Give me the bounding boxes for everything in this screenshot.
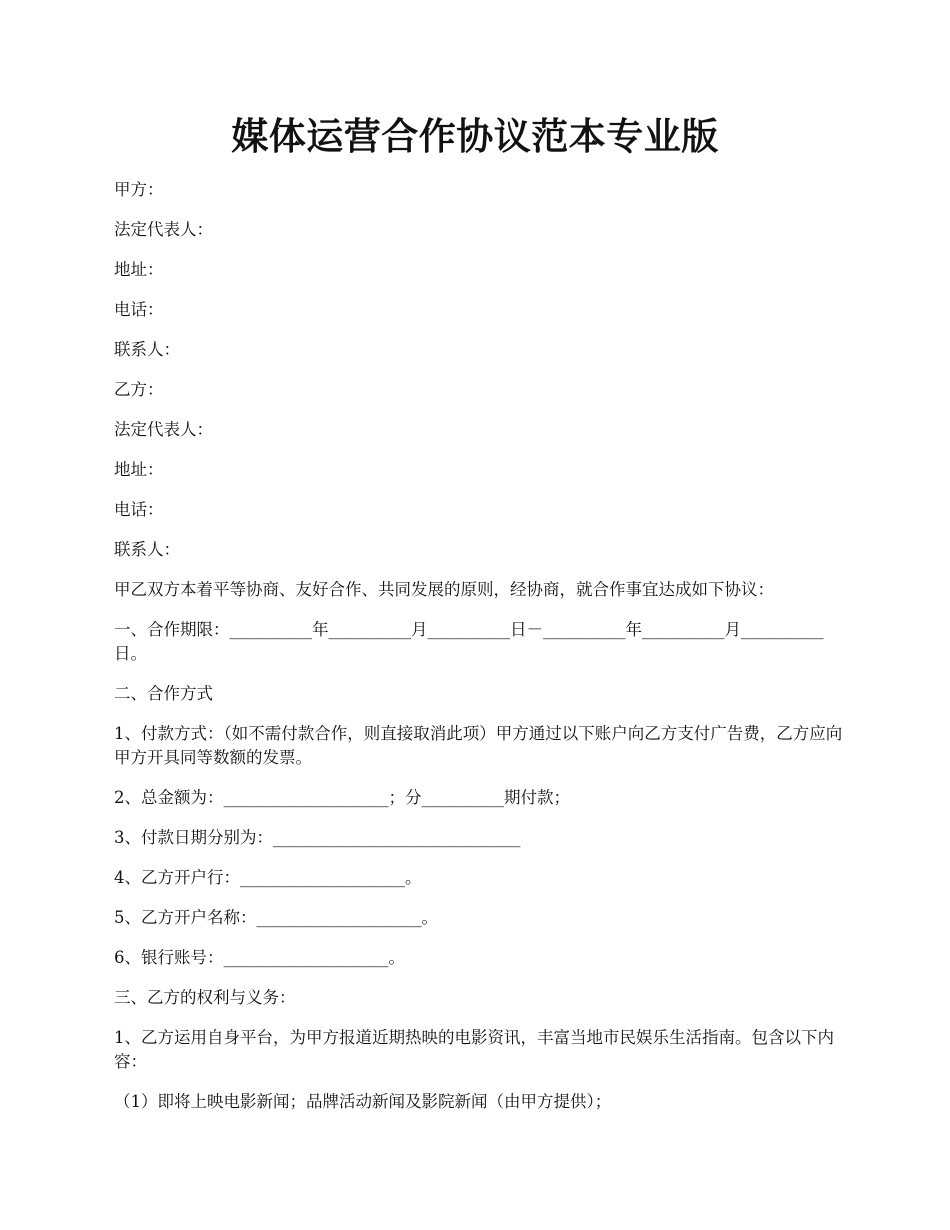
section-2-item-account-number: 6、银行账号：____________________。	[114, 948, 405, 967]
party-a-rep-label: 法定代表人：	[114, 220, 213, 239]
section-3-subitem-1: （1）即将上映电影新闻；品牌活动新闻及影院新闻（由甲方提供）；	[114, 1092, 612, 1111]
section-2-item-total-amount: 2、总金额为：____________________；分__________期付款；	[114, 788, 570, 807]
party-b-address-label: 地址：	[114, 460, 164, 479]
party-a-address-label: 地址：	[114, 260, 164, 279]
section-3-heading: 三、乙方的权利与义务：	[114, 988, 296, 1007]
party-b-phone-label: 电话：	[114, 500, 164, 519]
document-title: 媒体运营合作协议范本专业版	[231, 114, 719, 158]
section-2-heading: 二、合作方式	[114, 684, 213, 703]
section-2-item-bank: 4、乙方开户行：____________________。	[114, 868, 422, 887]
party-a-phone-label: 电话：	[114, 300, 164, 319]
party-b-name-label: 乙方：	[114, 380, 164, 399]
preamble-paragraph: 甲乙双方本着平等协商、友好合作、共同发展的原则，经协商，就合作事宜达成如下协议：	[114, 580, 774, 599]
party-b-contact-label: 联系人：	[114, 540, 180, 559]
document-body	[114, 178, 854, 1130]
party-b-rep-label: 法定代表人：	[114, 420, 213, 439]
section-2-item-payment-dates: 3、付款日期分别为：______________________________	[114, 828, 521, 847]
section-3-item-1: 1、乙方运用自身平台，为甲方报道近期热映的电影资讯，丰富当地市民娱乐生活指南。包含以下内容：	[114, 1028, 834, 1071]
section-1-term: 一、合作期限：__________年__________月__________日－__________年__________月__________日。	[114, 620, 824, 663]
section-2-item-payment-method: 1、付款方式：（如不需付款合作，则直接取消此项）甲方通过以下账户向乙方支付广告费，乙方应向甲方开具同等数额的发票。	[114, 724, 843, 767]
party-a-name-label: 甲方：	[114, 180, 164, 199]
section-2-item-account-name: 5、乙方开户名称：____________________。	[114, 908, 438, 927]
party-a-contact-label: 联系人：	[114, 340, 180, 359]
